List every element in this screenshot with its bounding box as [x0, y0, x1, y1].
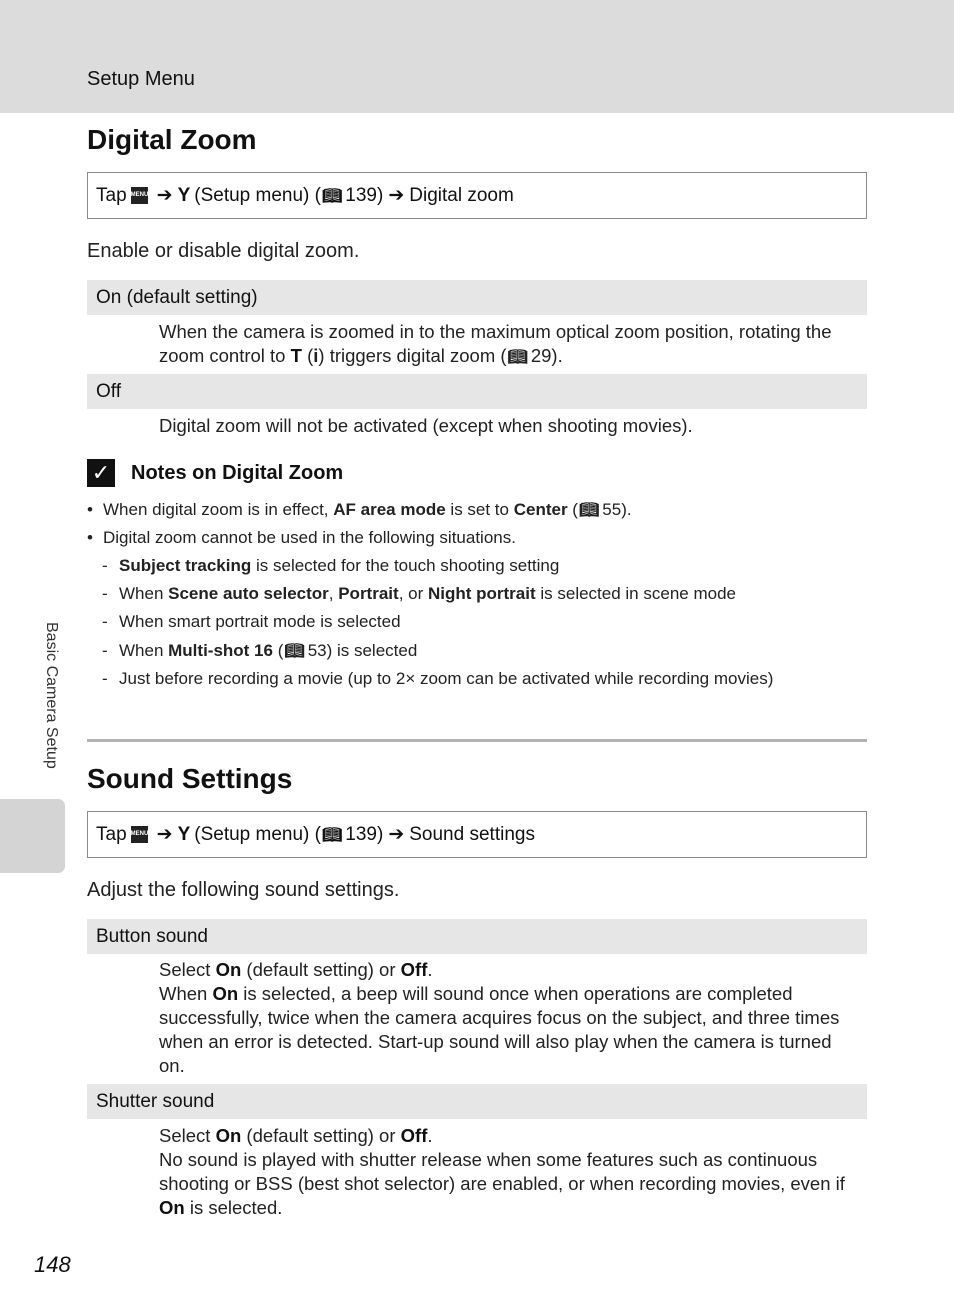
option-shutter-sound-header: Shutter sound	[87, 1084, 867, 1119]
page-ref: 139)	[345, 184, 384, 206]
option-off-header: Off	[87, 374, 867, 409]
note-sub-5: - Just before recording a movie (up to 2× zoom can be activated while recording movies)	[102, 669, 774, 688]
book-icon: 📖︎	[284, 643, 305, 660]
wrench-icon: Y	[177, 184, 191, 206]
sound-settings-tap-path	[87, 811, 867, 858]
page-number: 148	[34, 1252, 71, 1277]
zoom-in-icon: i	[313, 345, 319, 366]
note-sub-3: - When smart portrait mode is selected	[102, 612, 401, 631]
book-icon: 📖︎	[507, 349, 528, 366]
side-tab	[0, 799, 65, 873]
destination: Sound settings	[409, 823, 535, 845]
option-shutter-sound-description: Select On (default setting) or Off. No sound is played with shutter release when some features such as continuous shooting or BSS (best shot selector) are enabled, or when recording movies, even if On is selected.	[159, 1125, 845, 1218]
header-bar	[0, 0, 954, 113]
page-ref: 139)	[345, 823, 384, 845]
menu-icon: MENU	[131, 187, 148, 204]
note-sub-4: - When Multi-shot 16 (📖︎ 53) is selected	[102, 641, 418, 660]
digital-zoom-tap-path	[87, 172, 867, 219]
setup-menu-text: (Setup menu) (	[194, 184, 321, 206]
notes-heading	[87, 458, 343, 488]
note-sub-1: - Subject tracking is selected for the touch shooting setting	[102, 556, 560, 575]
checkmark-icon: ✓	[87, 459, 115, 487]
on-desc-line1: When the camera is zoomed in to the maximum optical zoom position, rotating the	[159, 321, 832, 342]
option-on-header: On (default setting)	[87, 280, 867, 315]
digital-zoom-title: Digital Zoom	[87, 124, 257, 155]
note-bullet-2: • Digital zoom cannot be used in the following situations.	[87, 528, 516, 547]
arrow-right-icon: ➔	[156, 824, 173, 845]
setup-menu-text: (Setup menu) (	[194, 823, 321, 845]
on-desc-line2: zoom control to T (i) triggers digital zoom (📖︎ 29).	[159, 344, 859, 370]
note-bullet-1: • When digital zoom is in effect, AF area mode is set to Center (📖︎ 55).	[87, 500, 632, 519]
option-button-sound-description: Select On (default setting) or Off. When On is selected, a beep will sound once when operations are completed successfully, twice when the camera acquires focus on the subject, and three times when an error is detected. Start-up sound will also play when the camera is turned on.	[159, 959, 840, 1076]
book-icon: 📖︎	[578, 502, 600, 519]
option-on-description	[159, 320, 859, 370]
arrow-right-icon: ➔	[388, 824, 405, 845]
digital-zoom-intro: Enable or disable digital zoom.	[87, 240, 360, 262]
note-sub-2: - When Scene auto selector, Portrait, or Night portrait is selected in scene mode	[102, 584, 736, 603]
book-icon: 📖︎	[321, 187, 343, 205]
header-title: Setup Menu	[87, 68, 195, 90]
option-off-description: Digital zoom will not be activated (except when shooting movies).	[159, 415, 693, 436]
option-button-sound-header: Button sound	[87, 919, 867, 954]
sound-settings-title: Sound Settings	[87, 763, 293, 794]
arrow-right-icon: ➔	[388, 185, 405, 206]
notes-title: Notes on Digital Zoom	[131, 461, 344, 484]
book-icon: 📖︎	[321, 826, 343, 844]
arrow-right-icon: ➔	[156, 185, 173, 206]
tap-word: Tap	[96, 823, 127, 845]
section-divider	[87, 739, 867, 742]
sound-settings-intro: Adjust the following sound settings.	[87, 879, 400, 901]
tap-word: Tap	[96, 184, 127, 206]
destination: Digital zoom	[409, 184, 514, 206]
side-label: Basic Camera Setup	[43, 622, 60, 769]
wrench-icon: Y	[177, 823, 191, 845]
menu-icon: MENU	[131, 826, 148, 843]
tele-symbol: T	[290, 345, 302, 366]
